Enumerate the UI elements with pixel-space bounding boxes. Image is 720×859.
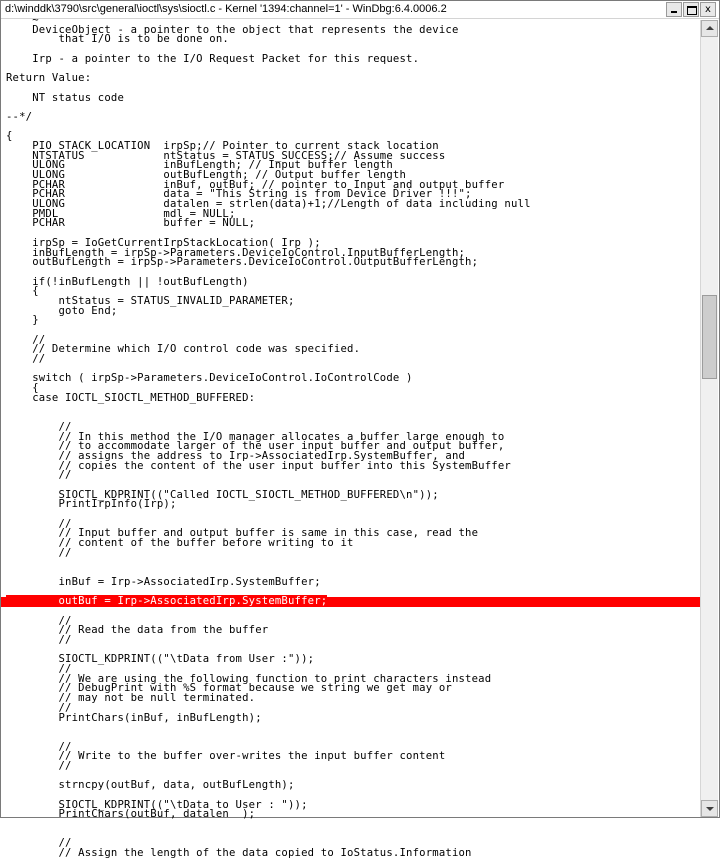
source-line[interactable] xyxy=(1,326,700,336)
source-line-text: inBuf = Irp->AssociatedIrp.SystemBuffer; xyxy=(6,575,321,588)
source-line-text: strncpy(outBuf, data, outBufLength); xyxy=(6,779,295,792)
source-line-text: PrintIrpInfo(Irp); xyxy=(6,498,177,511)
source-line-text: // Input buffer and output buffer is same in this case, read the xyxy=(6,527,479,540)
scroll-thumb[interactable] xyxy=(702,295,717,379)
source-line[interactable] xyxy=(1,655,700,665)
source-line[interactable] xyxy=(1,626,700,636)
source-line[interactable] xyxy=(1,258,700,268)
source-line-text: // DebugPrint with %S format because we string we get may or xyxy=(6,682,452,695)
source-line[interactable] xyxy=(1,759,700,772)
source-line-text: // xyxy=(6,837,72,850)
source-line[interactable] xyxy=(1,711,700,724)
source-line-text: // In this method the I/O manager allocates a buffer large enough to xyxy=(6,430,505,443)
source-line[interactable] xyxy=(1,781,700,791)
source-line[interactable] xyxy=(1,316,700,326)
source-line[interactable] xyxy=(1,723,700,733)
close-button[interactable]: x xyxy=(700,2,716,17)
source-lines xyxy=(1,16,700,859)
source-line-text: Return Value: xyxy=(6,72,92,85)
source-line[interactable] xyxy=(1,575,700,588)
source-line[interactable] xyxy=(1,830,700,840)
source-line[interactable] xyxy=(1,733,700,743)
source-line-text: } xyxy=(6,314,39,327)
source-line[interactable] xyxy=(1,694,700,704)
source-line[interactable] xyxy=(1,74,700,84)
source-line-text: SIOCTL_KDPRINT(("\tData to User : ")); xyxy=(6,798,308,811)
window-title: d:\winddk\3790\src\general\ioctl\sys\sioctl.c - Kernel '1394:channel=1' - WinDbg:6.4.0006.2 xyxy=(5,3,447,15)
scroll-up-button[interactable] xyxy=(701,20,718,37)
source-line-text: // copies the content of the user input buffer into this SystemBuffer xyxy=(6,459,511,472)
source-line-text: SIOCTL_KDPRINT(("\tData from User :")); xyxy=(6,653,315,666)
source-line-text: outBuf = Irp->AssociatedIrp.SystemBuffer; xyxy=(6,595,328,608)
source-line-text: // xyxy=(6,546,72,559)
source-line[interactable] xyxy=(1,459,700,472)
source-line[interactable] xyxy=(1,355,700,365)
source-line-text: // xyxy=(6,634,72,646)
source-line-text: ULONG outBufLength; // Output buffer length xyxy=(6,169,407,181)
source-line-text: PrintChars(inBuf, inBufLength); xyxy=(6,711,262,724)
source-line[interactable] xyxy=(1,304,700,317)
window-controls xyxy=(666,2,716,17)
source-line[interactable] xyxy=(1,91,700,104)
source-line-text: switch ( irpSp->Parameters.DeviceIoControl.IoControlCode ) xyxy=(6,372,413,385)
arrow-up-icon xyxy=(706,26,714,30)
source-line-text: // xyxy=(6,353,46,366)
source-line-text: --*/ xyxy=(6,110,33,123)
source-line-text: // may not be null terminated. xyxy=(6,692,256,705)
source-line-text: { xyxy=(6,285,39,298)
source-line-text: DeviceObject - a pointer to the object that represents the device xyxy=(6,23,459,36)
vertical-scrollbar[interactable] xyxy=(700,20,718,817)
source-line-text: // We are using the following function to print characters instead xyxy=(6,672,492,685)
scroll-down-button[interactable] xyxy=(701,800,718,817)
source-line[interactable] xyxy=(1,546,700,559)
source-line-text: ntStatus = STATUS_INVALID_PARAMETER; xyxy=(6,294,295,307)
source-line-text: case IOCTL_SIOCTL_METHOD_BUFFERED: xyxy=(6,391,256,404)
source-line-text: ULONG inBufLength; // Input buffer length xyxy=(6,159,393,172)
source-line-text: PCHAR data = "This String is from Device Driver !!!"; xyxy=(6,188,472,201)
source-line[interactable] xyxy=(1,413,700,423)
source-line[interactable] xyxy=(1,636,700,646)
source-line-text: // content of the buffer before writing to it xyxy=(6,537,354,550)
minimize-button[interactable] xyxy=(666,2,682,17)
source-line[interactable] xyxy=(1,374,700,384)
source-line-text: { xyxy=(6,382,39,395)
source-line[interactable] xyxy=(1,391,700,404)
source-line-text: that I/O is to be done on. xyxy=(6,33,229,46)
source-line-text: irpSp = IoGetCurrentIrpStackLocation( Irp ); xyxy=(6,236,321,249)
source-line-text: SIOCTL_KDPRINT(("Called IOCTL_SIOCTL_METHOD_BUFFERED\n")); xyxy=(6,488,439,501)
source-line[interactable] xyxy=(1,123,700,133)
source-line-text: // xyxy=(6,663,72,676)
source-line-text: // Read the data from the buffer xyxy=(6,624,269,637)
source-line[interactable] xyxy=(1,510,700,520)
source-line-text: // Assign the length of the data copied to IoStatus.Information xyxy=(6,847,472,859)
source-line-text: PCHAR inBuf, outBuf; // pointer to Input and output buffer xyxy=(6,178,505,191)
source-line-text: // Determine which I/O control code was specified. xyxy=(6,343,361,356)
source-line[interactable] xyxy=(1,345,700,355)
source-line-text: // assigns the address to Irp->AssociatedIrp.SystemBuffer, and xyxy=(6,449,466,462)
source-line-text: inBufLength = irpSp->Parameters.DeviceIoControl.InputBufferLength; xyxy=(6,246,466,259)
source-line[interactable] xyxy=(1,52,700,65)
source-line-text: // xyxy=(6,701,72,714)
source-line[interactable] xyxy=(1,820,700,830)
source-line-text: // xyxy=(6,469,72,482)
source-line[interactable] xyxy=(1,219,700,229)
source-line-text: { xyxy=(6,130,13,143)
source-line[interactable] xyxy=(1,849,700,859)
source-line[interactable] xyxy=(1,752,700,762)
source-line-text: // xyxy=(6,333,46,346)
source-line-text: // xyxy=(6,517,72,530)
source-line-text: ~ xyxy=(6,14,39,26)
source-line-text: PCHAR buffer = NULL; xyxy=(6,217,256,230)
source-line-text: // xyxy=(6,614,72,627)
source-line-text: // xyxy=(6,740,72,753)
source-line-text: // Write to the buffer over-writes the input buffer content xyxy=(6,750,446,763)
source-line-text: PrintChars(outBuf, datalen ); xyxy=(6,808,256,821)
source-line-text: Irp - a pointer to the I/O Request Packet for this request. xyxy=(6,52,420,65)
source-line-text: PIO_STACK_LOCATION irpSp;// Pointer to current stack location xyxy=(6,139,439,152)
source-code-view[interactable] xyxy=(1,14,700,859)
maximize-button[interactable] xyxy=(683,2,699,17)
source-line-text: ULONG datalen = strlen(data)+1;//Length of data including null xyxy=(6,198,531,211)
source-line-text: outBufLength = irpSp->Parameters.DeviceIoControl.OutputBufferLength; xyxy=(6,256,479,269)
arrow-down-icon xyxy=(706,807,714,811)
source-line[interactable] xyxy=(1,275,700,288)
source-line-text: NTSTATUS ntStatus = STATUS_SUCCESS;// Assume success xyxy=(6,149,446,162)
source-line[interactable] xyxy=(1,103,700,113)
current-instruction-line[interactable] xyxy=(1,597,700,607)
source-line[interactable] xyxy=(1,471,700,481)
source-line[interactable] xyxy=(1,559,700,569)
source-line[interactable] xyxy=(1,539,700,549)
source-line[interactable] xyxy=(1,404,700,414)
source-line-text: // to accommodate larger of the user input buffer and output buffer, xyxy=(6,440,505,453)
source-line[interactable] xyxy=(1,35,700,45)
source-line[interactable] xyxy=(1,500,700,510)
source-line-text: NT status code xyxy=(6,91,125,104)
source-line-text: // xyxy=(6,759,72,772)
source-line[interactable] xyxy=(1,110,700,123)
source-line-text: // xyxy=(6,420,72,433)
source-line-text: PMDL mdl = NULL; xyxy=(6,207,236,220)
source-line[interactable] xyxy=(1,810,700,820)
source-line-text: goto End; xyxy=(6,304,118,317)
source-line[interactable] xyxy=(1,64,700,74)
source-line-text: if(!inBufLength || !outBufLength) xyxy=(6,275,249,288)
source-line[interactable] xyxy=(1,607,700,617)
